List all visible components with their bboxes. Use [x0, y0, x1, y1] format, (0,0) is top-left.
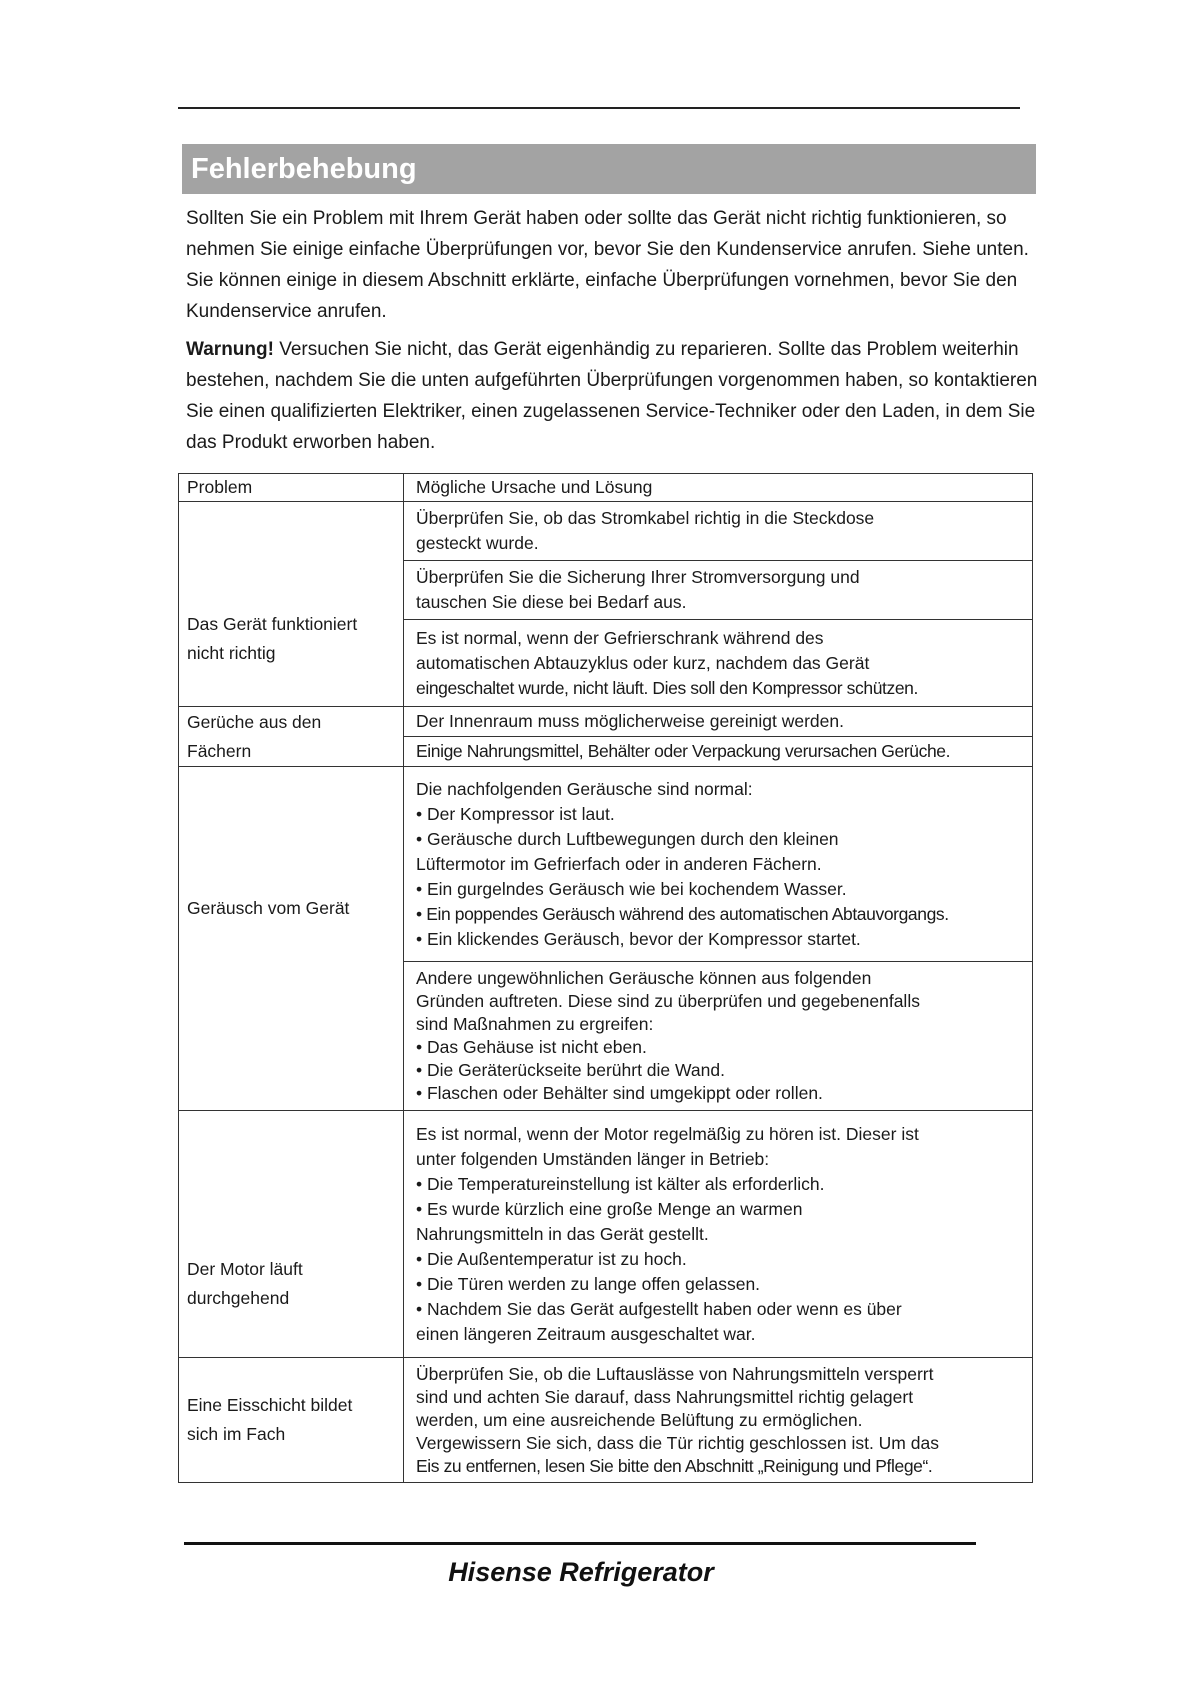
solution-line: automatischen Abtauzyklus oder kurz, nachdem das Gerät — [416, 652, 870, 673]
problem-line: Geräusch vom Gerät — [187, 898, 350, 918]
warning-paragraph — [186, 334, 1038, 458]
problem-line: Der Motor läuft — [187, 1259, 303, 1279]
table-row — [179, 707, 1033, 737]
solution-line: • Ein poppendes Geräusch während des automatischen Abtauvorgangs. — [416, 903, 949, 924]
solution-line: • Geräusche durch Luftbewegungen durch den kleinen — [416, 828, 839, 849]
header-solution: Mögliche Ursache und Lösung — [404, 474, 1033, 502]
solution-line: • Flaschen oder Behälter sind umgekippt oder rollen. — [416, 1083, 823, 1103]
problem-line: Das Gerät funktioniert — [187, 614, 358, 634]
solution-line: gesteckt wurde. — [416, 533, 539, 553]
problem-cell — [179, 502, 404, 707]
solution-cell — [404, 1358, 1033, 1483]
solution-line: einen längeren Zeitraum ausgeschaltet war. — [416, 1323, 756, 1344]
solution-line: Es ist normal, wenn der Gefrierschrank während des — [416, 627, 824, 648]
solution-line: Vergewissern Sie sich, dass die Tür richtig geschlossen ist. Um das — [416, 1432, 939, 1453]
problem-line: sich im Fach — [187, 1424, 286, 1444]
table-row — [179, 502, 1033, 561]
footer-rule — [184, 1542, 976, 1545]
problem-cell — [179, 1358, 404, 1483]
problem-line: Eine Eisschicht bildet — [187, 1395, 353, 1415]
solution-cell — [404, 737, 1033, 767]
solution-line: Überprüfen Sie, ob die Luftauslässe von Nahrungsmitteln versperrt — [416, 1363, 934, 1384]
table-header-row — [179, 474, 1033, 502]
table-row — [179, 1358, 1033, 1483]
solution-line: werden, um eine ausreichende Belüftung zu ermöglichen. — [416, 1409, 863, 1430]
solution-line: unter folgenden Umständen länger in Betrieb: — [416, 1148, 770, 1169]
solution-cell — [404, 707, 1033, 737]
solution-line: Die nachfolgenden Geräusche sind normal: — [416, 778, 753, 799]
solution-line: • Die Türen werden zu lange offen gelassen. — [416, 1273, 761, 1294]
solution-line: sind und achten Sie darauf, dass Nahrungsmittel richtig gelagert — [416, 1386, 914, 1407]
solution-line: • Es wurde kürzlich eine große Menge an warmen — [416, 1198, 803, 1219]
solution-cell — [404, 561, 1033, 620]
intro-paragraph: Sollten Sie ein Problem mit Ihrem Gerät haben oder sollte das Gerät nicht richtig funktionieren, so nehmen Sie einige einfache Überprüfungen vor, bevor Sie den Kundenservice anrufen. Siehe unten. Sie können einige in diesem Abschnitt erklärte, einfache Überprüfungen vornehmen, bevor Sie den Kundenservice anrufen. — [186, 208, 1029, 322]
solution-cell — [404, 502, 1033, 561]
problem-cell — [179, 767, 404, 1111]
warning-text: Versuchen Sie nicht, das Gerät eigenhändig zu reparieren. Sollte das Problem weiterhin bestehen, nachdem Sie die unten aufgeführten Überprüfungen vorgenommen haben, so kontaktieren Sie einen qualifizierten Elektriker, einen zugelassenen Service-Techniker oder den Laden, in dem Sie das Produkt erworben haben. — [186, 339, 1038, 453]
solution-line: • Ein klickendes Geräusch, bevor der Kompressor startet. — [416, 928, 861, 949]
footer-brand — [0, 1557, 1190, 1588]
solution-line: • Nachdem Sie das Gerät aufgestellt haben oder wenn es über — [416, 1298, 902, 1319]
solution-line: Lüftermotor im Gefrierfach oder in anderen Fächern. — [416, 853, 822, 874]
solution-cell — [404, 1111, 1033, 1358]
header-rule — [178, 107, 1020, 109]
solution-line: • Die Außentemperatur ist zu hoch. — [416, 1248, 687, 1269]
solution-line: • Die Temperatureinstellung ist kälter als erforderlich. — [416, 1173, 825, 1194]
solution-line: • Das Gehäuse ist nicht eben. — [416, 1037, 647, 1057]
problem-line: Fächern — [187, 740, 252, 761]
solution-cell — [404, 767, 1033, 962]
solution-line: sind Maßnahmen zu ergreifen: — [416, 1014, 654, 1034]
solution-cell — [404, 962, 1033, 1111]
table-row — [179, 767, 1033, 962]
problem-cell — [179, 1111, 404, 1358]
troubleshooting-table — [178, 473, 1033, 1483]
header-problem: Problem — [179, 474, 404, 502]
solution-line: Eis zu entfernen, lesen Sie bitte den Abschnitt „Reinigung und Pflege“. — [416, 1455, 933, 1476]
solution-cell — [404, 620, 1033, 707]
problem-line: nicht richtig — [187, 643, 276, 663]
table-row — [179, 1111, 1033, 1358]
solution-line: tauschen Sie diese bei Bedarf aus. — [416, 592, 687, 612]
solution-line: Überprüfen Sie die Sicherung Ihrer Stromversorgung und — [416, 567, 860, 587]
solution-line: Der Innenraum muss möglicherweise gereinigt werden. — [416, 711, 844, 731]
solution-line: Gründen auftreten. Diese sind zu überprüfen und gegebenenfalls — [416, 991, 920, 1011]
problem-line: durchgehend — [187, 1288, 290, 1308]
solution-line: Einige Nahrungsmittel, Behälter oder Verpackung verursachen Gerüche. — [416, 741, 951, 761]
solution-line: • Die Geräterückseite berührt die Wand. — [416, 1060, 725, 1080]
intro-block — [186, 203, 1038, 458]
solution-line: Es ist normal, wenn der Motor regelmäßig zu hören ist. Dieser ist — [416, 1123, 919, 1144]
solution-line: • Ein gurgelndes Geräusch wie bei kochendem Wasser. — [416, 878, 847, 899]
solution-line: Andere ungewöhnlichen Geräusche können aus folgenden — [416, 968, 872, 988]
solution-line: eingeschaltet wurde, nicht läuft. Dies soll den Kompressor schützen. — [416, 677, 918, 698]
solution-line: Überprüfen Sie, ob das Stromkabel richtig in die Steckdose — [416, 508, 875, 528]
solution-line: • Der Kompressor ist laut. — [416, 803, 615, 824]
warning-label: Warnung! — [186, 339, 274, 360]
solution-line: Nahrungsmitteln in das Gerät gestellt. — [416, 1223, 709, 1244]
problem-cell — [179, 707, 404, 767]
problem-line: Gerüche aus den — [187, 711, 322, 732]
section-title: Fehlerbehebung — [182, 144, 1036, 194]
brand-text: Hisense Refrigerator — [448, 1557, 714, 1587]
